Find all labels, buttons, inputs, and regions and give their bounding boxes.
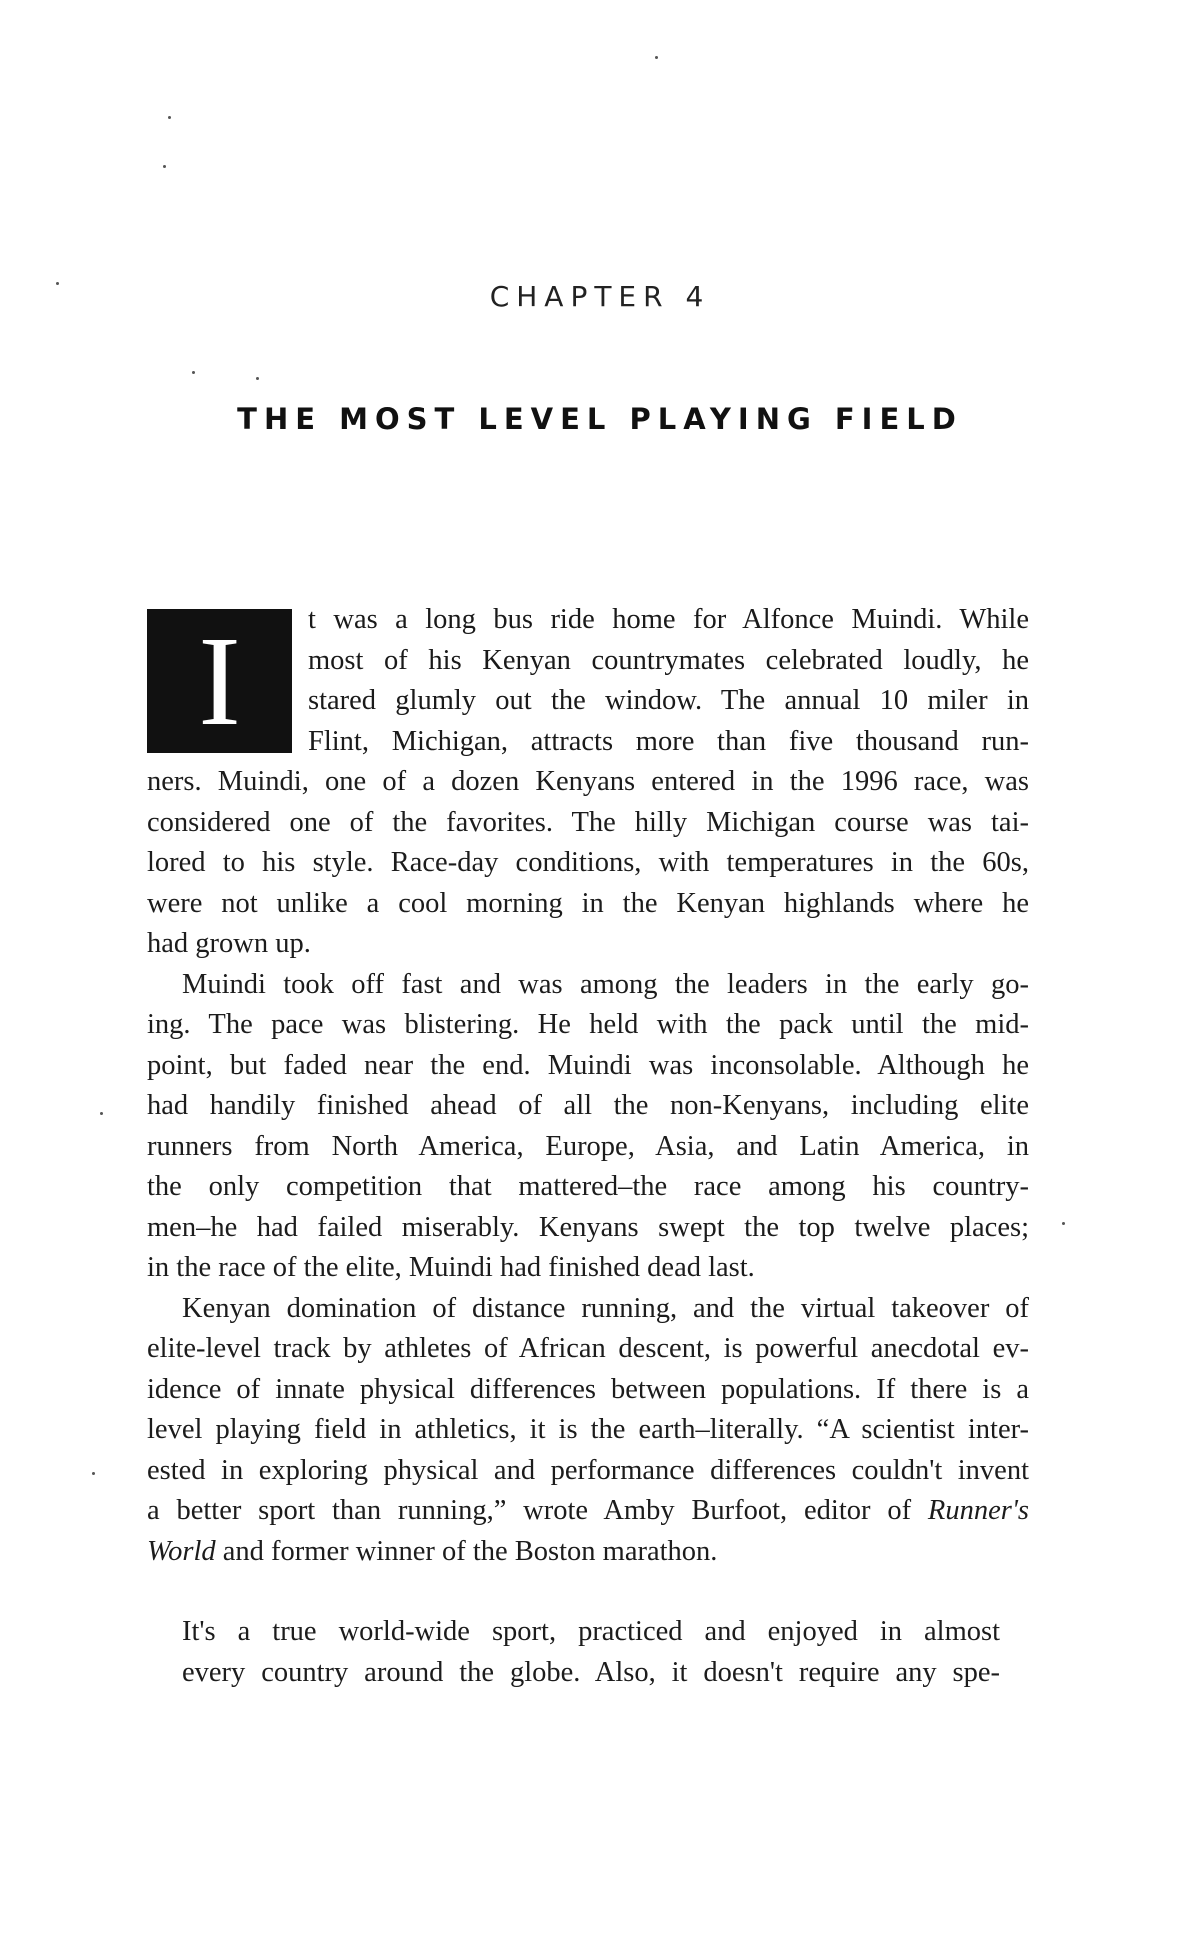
scan-speck [655, 56, 658, 59]
italic-publication-name: World [147, 1535, 216, 1567]
text-line: ing. The pace was blistering. He held with the pack until the mid- [147, 1009, 1029, 1040]
text-line: men–he had failed miserably. Kenyans swept the top twelve places; [147, 1211, 1029, 1243]
scan-speck [192, 371, 195, 374]
text-line: lored to his style. Race-day conditions, with temperatures in the 60s, [147, 847, 1029, 878]
scan-speck [168, 116, 171, 119]
text-fragment: a better sport than running,” wrote Amby Burfoot, editor of [147, 1495, 912, 1526]
text-line: Flint, Michigan, attracts more than five thousand run- [308, 725, 1029, 757]
body-text [147, 762, 1029, 1572]
scan-speck [163, 165, 166, 168]
text-line: t was a long bus ride home for Alfonce Muindi. While [308, 604, 1029, 635]
text-line: idence of innate physical differences between populations. If there is a [147, 1373, 1029, 1405]
text-line: Kenyan domination of distance running, and the virtual takeover of [182, 1292, 1029, 1324]
text-line: every country around the globe. Also, it doesn't require any spe- [182, 1656, 1000, 1688]
chapter-label: CHAPTER 4 [489, 280, 711, 313]
text-line: ested in exploring physical and performance differences couldn't invent [147, 1454, 1029, 1486]
scan-speck [100, 1112, 103, 1115]
text-line: had handily finished ahead of all the non-Kenyans, including elite [147, 1090, 1029, 1121]
text-line: stared glumly out the window. The annual 10 miler in [308, 685, 1029, 716]
text-line: point, but faded near the end. Muindi was inconsolable. Although he [147, 1049, 1029, 1081]
text-line: runners from North America, Europe, Asia, and Latin America, in [147, 1130, 1029, 1162]
text-line [147, 1491, 1029, 1532]
scan-speck [1062, 1222, 1065, 1225]
text-line: were not unlike a cool morning in the Kenyan highlands where he [147, 887, 1029, 919]
text-line: had grown up. [147, 928, 311, 959]
text-line: Muindi took off fast and was among the leaders in the early go- [182, 968, 1029, 1000]
text-line: most of his Kenyan countrymates celebrated loudly, he [308, 644, 1029, 676]
text-line: It's a true world-wide sport, practiced and enjoyed in almost [182, 1616, 1000, 1647]
lead-paragraph-opening [308, 600, 1029, 762]
scan-speck [92, 1472, 95, 1475]
italic-publication-name: Runner's [927, 1495, 1030, 1526]
chapter-title: THE MOST LEVEL PLAYING FIELD [237, 402, 963, 436]
text-line: elite-level track by athletes of African descent, is powerful anecdotal ev- [147, 1333, 1029, 1364]
text-line [147, 1532, 1029, 1573]
text-line: ners. Muindi, one of a dozen Kenyans entered in the 1996 race, was [147, 766, 1029, 797]
text-line: level playing field in athletics, it is the earth–literally. “A scientist inter- [147, 1414, 1029, 1445]
drop-cap: I [147, 609, 292, 753]
scan-speck [256, 377, 259, 380]
block-quote [182, 1612, 1000, 1693]
text-line: considered one of the favorites. The hilly Michigan course was tai- [147, 806, 1029, 838]
text-line: the only competition that mattered–the race among his country- [147, 1171, 1029, 1202]
text-line: in the race of the elite, Muindi had finished dead last. [147, 1252, 755, 1283]
text-fragment: and former winner of the Boston marathon. [215, 1535, 718, 1567]
